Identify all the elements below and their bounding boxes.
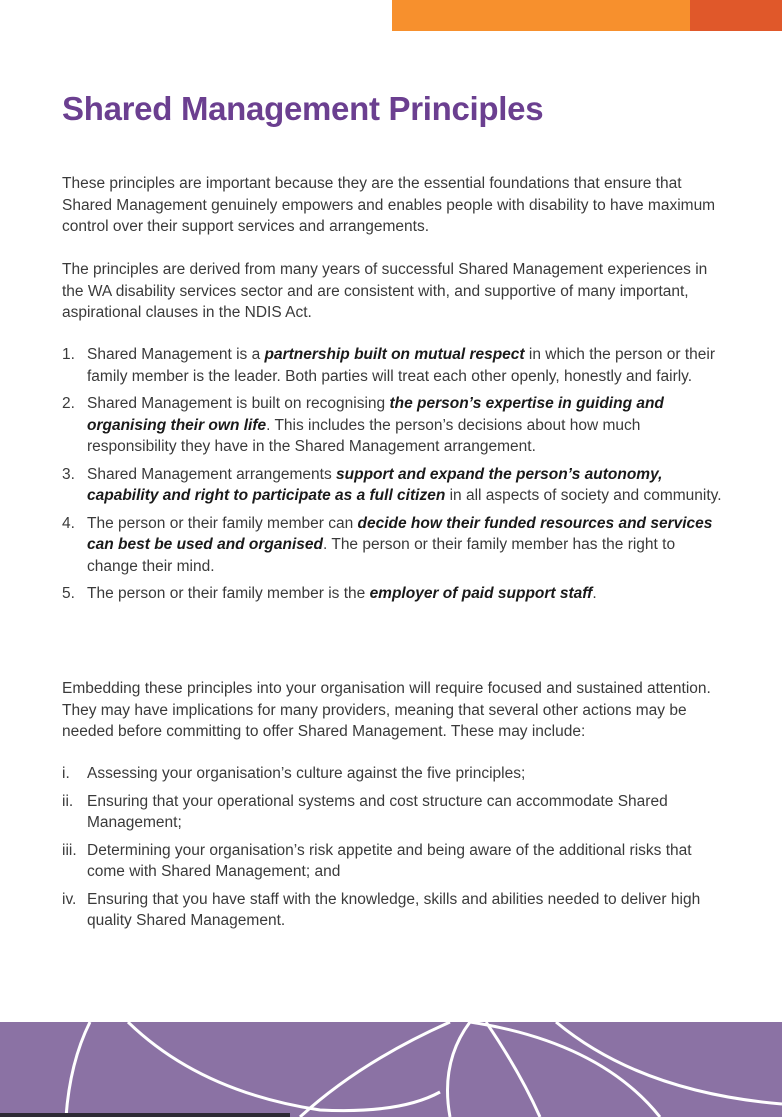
principles-list bbox=[62, 344, 722, 611]
action-numeral: ii. bbox=[62, 792, 74, 810]
principle-text: Shared Management is built on recognising the person’s expertise in guiding and organising their own life. This includes the person’s decisions about how much responsibility they have in the Shared Management arrangement. bbox=[87, 395, 664, 455]
action-numeral: i. bbox=[62, 765, 70, 782]
principle-number: 4. bbox=[62, 514, 75, 532]
principle-number: 2. bbox=[62, 395, 75, 412]
footer-arcs-graphic bbox=[0, 1022, 782, 1117]
principle-number: 5. bbox=[62, 585, 75, 602]
action-item bbox=[62, 889, 722, 932]
actions-list bbox=[62, 763, 722, 938]
page-title: Shared Management Principles bbox=[62, 90, 544, 127]
action-numeral: iv. bbox=[62, 890, 77, 908]
closing-paragraph: Embedding these principles into your organisation will require focused and sustained attention. They may have implications for many providers, meaning that several other actions may be needed before committing to offer Shared Management. These may include: bbox=[62, 680, 711, 740]
footer-dark-rule bbox=[0, 1113, 290, 1117]
principle-item bbox=[62, 513, 722, 578]
principle-number: 1. bbox=[62, 346, 75, 363]
action-item bbox=[62, 840, 722, 883]
header-accent-orange bbox=[392, 0, 690, 31]
action-item bbox=[62, 763, 722, 785]
action-text: Determining your organisation’s risk appetite and being aware of the additional risks that come with Shared Management; and bbox=[87, 841, 692, 880]
principle-text: Shared Management arrangements support and expand the person’s autonomy, capability and right to participate as a full citizen in all aspects of society and community. bbox=[87, 465, 722, 504]
action-text: Ensuring that you have staff with the knowledge, skills and abilities needed to deliver high quality Shared Management. bbox=[87, 890, 701, 929]
action-text: Assessing your organisation’s culture against the five principles; bbox=[87, 765, 526, 782]
action-text: Ensuring that your operational systems and cost structure can accommodate Shared Management; bbox=[87, 792, 668, 831]
intro-paragraph-2: The principles are derived from many years of successful Shared Management experiences in the WA disability services sector and are consistent with, and supportive of many important, aspirational clauses in the NDIS Act. bbox=[62, 261, 708, 321]
footer-decorative-band bbox=[0, 1022, 782, 1117]
principle-text: Shared Management is a partnership built on mutual respect in which the person or their family member is the leader. Both parties will treat each other openly, honestly and fairly. bbox=[87, 346, 715, 385]
principle-item bbox=[62, 464, 722, 507]
action-item bbox=[62, 791, 722, 834]
principle-text: The person or their family member can decide how their funded resources and services can best be used and organised. The person or their family member has the right to change their mind. bbox=[87, 514, 713, 575]
header-accent-red bbox=[690, 0, 782, 31]
principle-item bbox=[62, 393, 722, 458]
principle-item bbox=[62, 344, 722, 387]
action-numeral: iii. bbox=[62, 841, 77, 859]
intro-paragraph-1: These principles are important because they are the essential foundations that ensure that Shared Management genuinely empowers and enables people with disability to have maximum control over their support services and arrangements. bbox=[62, 175, 716, 235]
principle-item bbox=[62, 583, 722, 605]
principle-text: The person or their family member is the employer of paid support staff. bbox=[87, 585, 597, 602]
principle-number: 3. bbox=[62, 465, 75, 483]
